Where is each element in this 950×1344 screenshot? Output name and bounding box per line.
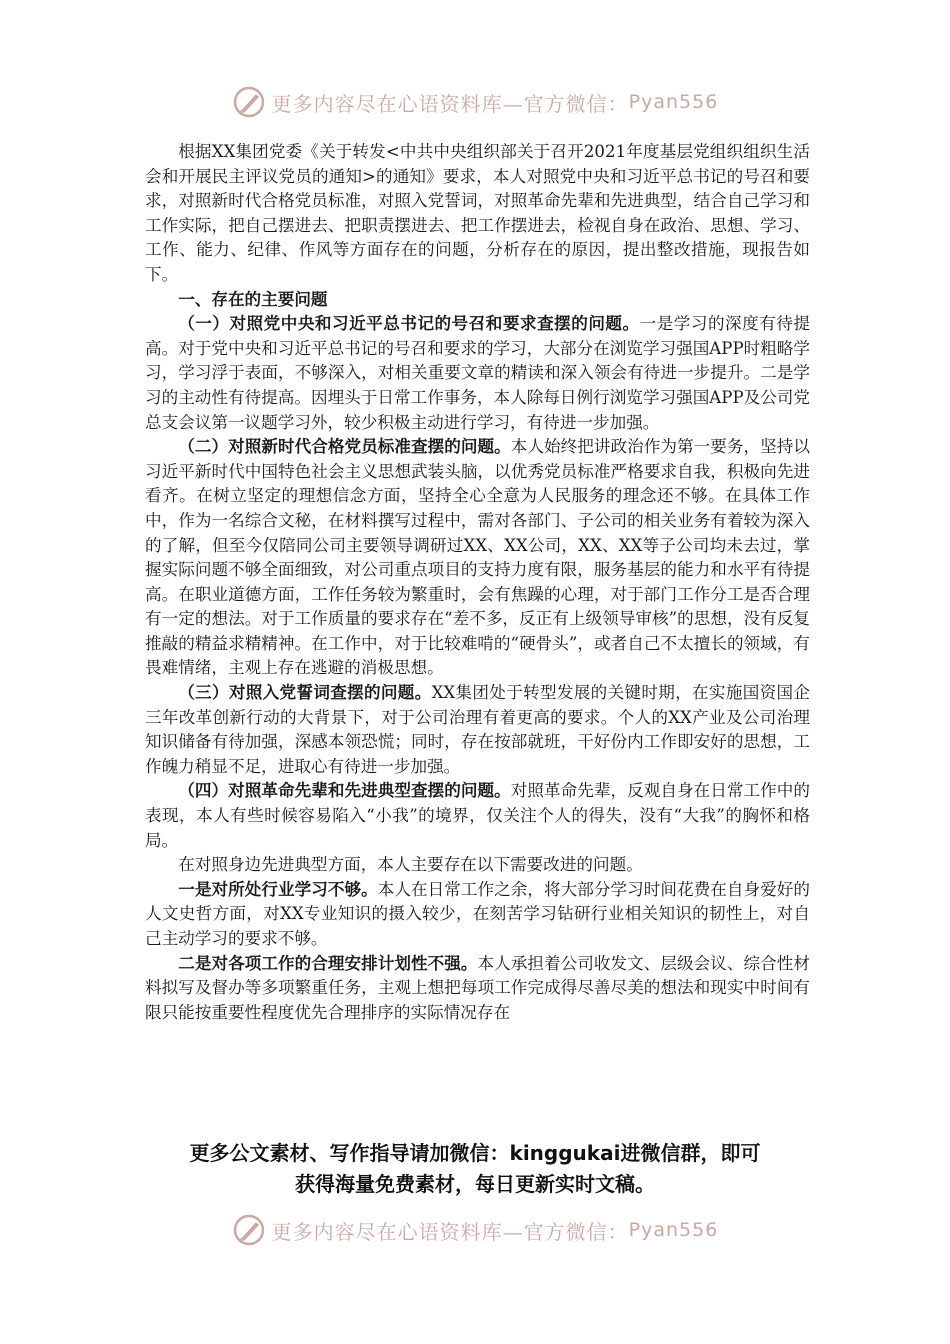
watermark-wechat-id: Pyan556 bbox=[628, 1219, 719, 1241]
paragraph: （三）对照入党誓词查摆的问题。XX集团处于转型发展的关键时期，在实施国资国企三年改革创新行动的大背景下，对于公司治理有着更高的要求。个人的XX产业及公司治理知识储备有待加强，深感本领恐慌；同时，存在按部就班，干好份内工作即安好的思想，工作魄力稍显不足，进取心有待进一步加强。 bbox=[145, 683, 810, 776]
promo-line-1: 更多公文素材、写作指导请加微信：kinggukai进微信群，即可 bbox=[189, 1141, 761, 1165]
paragraph: （二）对照新时代合格党员标准查摆的问题。本人始终把讲政治作为第一要务，坚持以习近平新时代中国特色社会主义思想武装头脑，以优秀党员标准严格要求自我，积极向先进看齐。在树立坚定的理想信念方面，坚持全心全意为人民服务的理念还不够。在具体工作中，作为一名综合文秘，在材料撰写过程中，需对各部门、子公司的相关业务有着较为深入的了解，但至今仅陪同公司主要领导调研过XX、XX公司，XX、XX等子公司均未去过，掌握实际问题不够全面细致，对公司重点项目的支持力度有限，服务基层的能力和水平有待提高。在职业道德方面，工作任务较为繁重时，会有焦躁的心理，对于部门工作分工是否合理有一定的想法。对于工作质量的要求存在“差不多，反正有上级领导审核”的思想，没有反复推敲的精益求精精神。在工作中，对于比较难啃的“硬骨头”，或者自己不太擅长的领域，有畏难情绪，主观上存在逃避的消极思想。 bbox=[145, 437, 811, 678]
promo-note bbox=[120, 1138, 830, 1200]
paragraph: 二是对各项工作的合理安排计划性不强。本人承担着公司收发文、层级会议、综合性材料拟写及督办等多项繁重任务，主观上想把每项工作完成得尽善尽美的想法和现实中时间有限只能按重要性程度优先合理排序的实际情况存在 bbox=[145, 953, 811, 1022]
watermark-wechat-id: Pyan556 bbox=[628, 91, 719, 113]
pen-logo-icon bbox=[232, 85, 266, 119]
paragraph: 一是对所处行业学习不够。本人在日常工作之余，将大部分学习时间花费在自身爱好的人文史哲方面，对XX专业知识的摄入较少，在刻苦学习钻研行业相关知识的韧性上，对自己主动学习的要求不够。 bbox=[145, 879, 810, 948]
paragraph: 在对照身边先进典型方面，本人主要存在以下需要改进的问题。 bbox=[178, 855, 643, 875]
document-body bbox=[145, 140, 810, 1025]
watermark-text: 更多内容尽在心语资料库—官方微信： bbox=[271, 91, 629, 116]
paragraph: （一）对照党中央和习近平总书记的号召和要求查摆的问题。一是学习的深度有待提高。对于党中央和习近平总书记的号召和要求的学习，大部分在浏览学习强国APP时粗略学习，学习浮于表面，不够深入，对相关重要文章的精读和深入领会有待进一步提升。二是学习的主动性有待提高。因埋头于日常工作事务，本人除每日例行浏览学习强国APP及公司党总支会议第一议题学习外，较少积极主动进行学习，有待进一步加强。 bbox=[145, 314, 811, 432]
footer-watermark bbox=[0, 1210, 950, 1250]
header-watermark bbox=[0, 82, 950, 122]
paragraph: （四）对照革命先辈和先进典型查摆的问题。对照革命先辈，反观自身在日常工作中的表现，本人有些时候容易陷入“小我”的境界，仅关注个人的得失，没有“大我”的胸怀和格局。 bbox=[145, 781, 811, 850]
pen-logo-icon bbox=[232, 1213, 266, 1247]
watermark-text: 更多内容尽在心语资料库—官方微信： bbox=[271, 1219, 629, 1244]
paragraph: 根据XX集团党委《关于转发<中共中央组织部关于召开2021年度基层党组织组织生活会和开展民主评议党员的通知>的通知》要求，本人对照党中央和习近平总书记的号召和要求，对照新时代合格党员标准，对照入党誓词，对照革命先辈和先进典型，结合自己学习和工作实际，把自己摆进去、把职责摆进去、把工作摆进去，检视自身在政治、思想、学习、工作、能力、纪律、作风等方面存在的问题，分析存在的原因，提出整改措施，现报告如下。 bbox=[145, 142, 810, 284]
promo-line-2: 获得海量免费素材，每日更新实时文稿。 bbox=[295, 1172, 655, 1196]
section-heading: 一、存在的主要问题 bbox=[178, 289, 328, 309]
